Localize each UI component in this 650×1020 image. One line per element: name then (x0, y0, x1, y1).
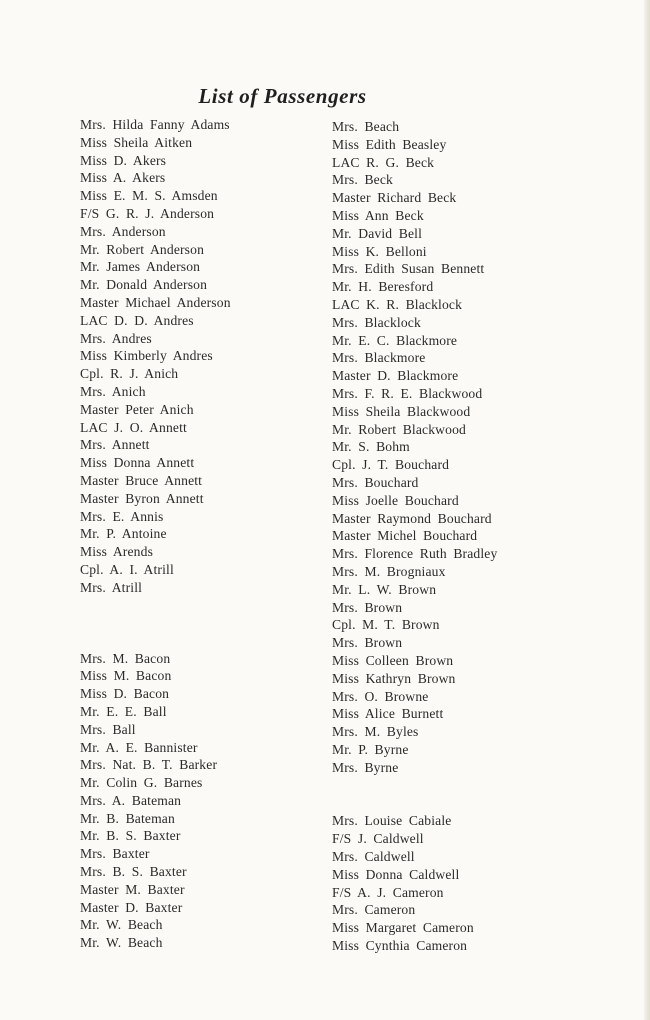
passenger-name: Miss Sheila Aitken (80, 134, 193, 150)
passenger-name: F/S G. R. J. Anderson (80, 205, 215, 221)
passenger-name: Mrs. Brown (332, 599, 403, 615)
passenger-name: Mr. W. Beach (80, 917, 163, 933)
passenger-name: Mr. L. W. Brown (332, 581, 437, 597)
passenger-name: Master Raymond Bouchard (332, 510, 492, 526)
passenger-name: Master D. Blackmore (332, 368, 459, 384)
passenger-name: Cpl. A. I. Atrill (80, 561, 174, 577)
passenger-name: Mrs. Beck (332, 172, 393, 188)
passenger-name: Miss Ann Beck (332, 207, 424, 223)
passenger-name: Miss Arends (80, 544, 154, 560)
passenger-name: Mr. B. Bateman (80, 810, 175, 826)
passenger-name: Mr. S. Bohm (332, 439, 410, 455)
passenger-name: Mrs. Beach (332, 119, 400, 134)
passenger-name: Mr. David Bell (332, 225, 423, 241)
passenger-name: Miss E. M. S. Amsden (80, 188, 218, 204)
passenger-name: Mrs. Bouchard (332, 474, 419, 490)
passenger-name: Mrs. E. Annis (80, 508, 164, 524)
passenger-name: Mr. P. Antoine (80, 526, 167, 542)
passenger-name: Master Richard Beck (332, 190, 457, 206)
passenger-name: Miss Edith Beasley (332, 136, 447, 152)
passenger-name: Mrs. Cameron (332, 902, 416, 918)
passenger-name: Miss Colleen Brown (332, 652, 454, 668)
passenger-name: Mrs. F. R. E. Blackwood (332, 385, 483, 401)
passenger-name: Miss K. Belloni (332, 243, 427, 259)
passenger-name: Master Byron Annett (80, 490, 204, 506)
passenger-name: F/S A. J. Cameron (332, 884, 444, 900)
passenger-name: Miss Cynthia Cameron (332, 938, 468, 954)
passenger-name: Mrs. Andres (80, 330, 152, 346)
passenger-name: F/S J. Caldwell (332, 831, 424, 847)
passenger-name: LAC J. O. Annett (80, 419, 187, 435)
passenger-name: Mrs. Atrill (80, 579, 143, 595)
passenger-name: Mrs. Anderson (80, 223, 166, 239)
passenger-name: Mrs. M. Brogniaux (332, 563, 446, 579)
passenger-name: Mrs. M. Bacon (80, 650, 171, 666)
passenger-name: Mrs. O. Browne (332, 688, 429, 704)
passenger-name: Master D. Baxter (80, 899, 183, 915)
passenger-name: Mrs. Louise Cabiale (332, 813, 452, 829)
passenger-name: Mr. E. C. Blackmore (332, 332, 458, 348)
passenger-name: Mrs. Annett (80, 437, 150, 453)
passenger-name: Miss D. Bacon (80, 686, 170, 702)
passenger-name: Mrs. Anich (80, 383, 146, 399)
passenger-name: LAC D. D. Andres (80, 312, 194, 328)
passenger-name: Mrs. M. Byles (332, 724, 419, 740)
passenger-name: LAC R. G. Beck (332, 154, 435, 170)
passenger-name: Miss Kimberly Andres (80, 348, 213, 364)
passenger-name: Mrs. Hilda Fanny Adams (80, 117, 230, 132)
passenger-name: LAC K. R. Blacklock (332, 296, 463, 312)
right-name-column (332, 118, 497, 955)
passenger-name: Miss M. Bacon (80, 668, 172, 684)
passenger-name: Miss Alice Burnett (332, 706, 444, 722)
left-name-column (80, 116, 231, 952)
passenger-name: Mrs. Baxter (80, 846, 150, 862)
passenger-name: Master Bruce Annett (80, 472, 203, 488)
passenger-name: Miss Donna Annett (80, 455, 195, 471)
passenger-name: Mr. Robert Anderson (80, 241, 205, 257)
passenger-name: Miss Donna Caldwell (332, 866, 460, 882)
passenger-name: Miss Joelle Bouchard (332, 492, 459, 508)
passenger-name: Mr. W. Beach (80, 935, 163, 951)
passenger-name: Cpl. M. T. Brown (332, 617, 440, 633)
passenger-name: Master Peter Anich (80, 401, 194, 417)
passenger-name: Mrs. Florence Ruth Bradley (332, 546, 498, 562)
passenger-name: Mrs. A. Bateman (80, 792, 182, 808)
passenger-name: Mr. A. E. Bannister (80, 739, 198, 755)
passenger-name: Mr. James Anderson (80, 259, 201, 275)
passenger-name: Mr. H. Beresford (332, 279, 434, 295)
passenger-name: Mrs. Edith Susan Bennett (332, 261, 485, 277)
passenger-name: Cpl. J. T. Bouchard (332, 457, 450, 473)
passenger-name: Miss Kathryn Brown (332, 670, 456, 686)
passenger-name: Mr. E. E. Ball (80, 703, 167, 719)
passenger-name: Miss A. Akers (80, 170, 166, 186)
passenger-name: Mr. Robert Blackwood (332, 421, 466, 437)
passenger-name: Master Michael Anderson (80, 294, 231, 310)
passenger-name: Mrs. Blacklock (332, 314, 421, 330)
passenger-name: Mrs. Blackmore (332, 350, 426, 366)
passenger-name: Mrs. B. S. Baxter (80, 864, 187, 880)
passenger-name: Mr. B. S. Baxter (80, 828, 181, 844)
page-edge (644, 0, 650, 1020)
passenger-name: Mr. P. Byrne (332, 741, 409, 757)
passenger-name: Mrs. Byrne (332, 759, 399, 775)
passenger-name: Mrs. Brown (332, 635, 403, 651)
passenger-name: Mr. Donald Anderson (80, 277, 208, 293)
passenger-name: Mrs. Ball (80, 721, 136, 737)
passenger-name: Miss Sheila Blackwood (332, 403, 471, 419)
passenger-name: Mr. Colin G. Barnes (80, 775, 203, 791)
passenger-name: Mrs. Nat. B. T. Barker (80, 757, 218, 773)
passenger-name: Master M. Baxter (80, 881, 185, 897)
passenger-name: Cpl. R. J. Anich (80, 366, 179, 382)
passenger-name: Master Michel Bouchard (332, 528, 478, 544)
passenger-name: Miss Margaret Cameron (332, 920, 474, 936)
page-title: List of Passengers (198, 84, 367, 108)
passenger-name: Mrs. Caldwell (332, 849, 415, 865)
passenger-name: Miss D. Akers (80, 152, 167, 168)
